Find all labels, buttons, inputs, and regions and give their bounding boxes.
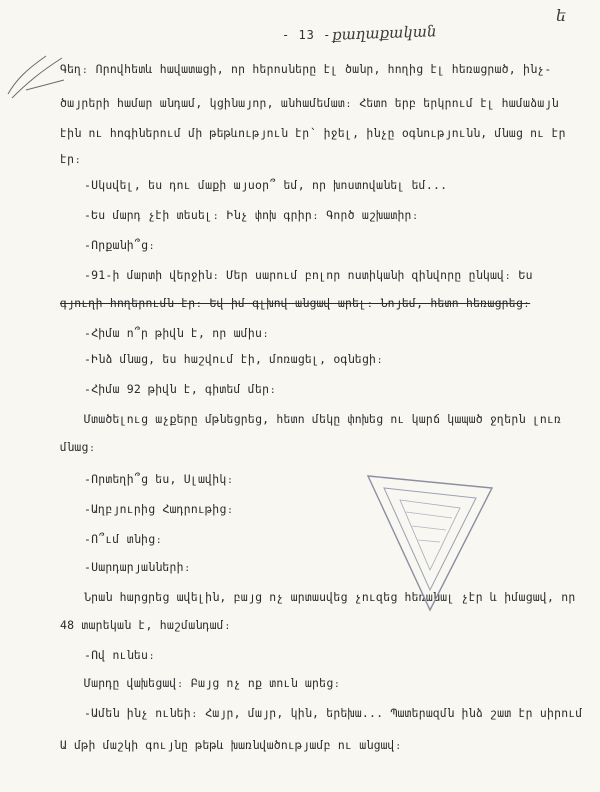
text-line: Նրան հարցրեց ավելին, բայց ոչ արտասվեց չուզեց հեռանալ չէր և իմացավ, որ [84, 590, 576, 604]
margin-scribble [6, 50, 66, 100]
struck-text-line: գյուղի հողերումն էր։ Եվ իմ գլխով անցավ արել։ Նոյեմ, հետո հեռացրեց։ [60, 296, 531, 310]
text-line: Մարդը վախեցավ։ Բայց ոչ ոք տուն արեց։ [84, 676, 341, 690]
dialogue-line: -Ամեն ինչ ունեի։ Հայր, մայր, կին, երեխա... Պատերազմն ինձ շատ էր սիրում [84, 706, 583, 720]
text-line: էր։ [60, 152, 82, 166]
dialogue-line: -Սարդարյանների։ [84, 560, 191, 574]
triangle-stamp [360, 468, 500, 618]
dialogue-line: -Ով ունես։ [84, 648, 156, 662]
dialogue-line: -Ես մարդ չէի տեսել։ Ինչ փոխ գրիր։ Գործ աշխատիր։ [84, 208, 419, 222]
text-line: ծայրերի համար անդամ, կցինայոր, անհամեմատ։ Հետո երբ երկրում էլ համաձայն [60, 96, 559, 110]
page-number: - 13 - [282, 28, 332, 42]
dialogue-line: -Որտեղի՞ց ես, Սլավիկ։ [84, 472, 234, 486]
text-line: Ա մթի մաշկի գույնը թեթև խառնվածությամբ ու անցավ։ [60, 738, 402, 752]
handwritten-annotation-top: քաղաքական [331, 22, 437, 44]
dialogue-line: -Ո՞ւմ տնից։ [84, 532, 163, 546]
dialogue-line: -91-ի մարտի վերջին։ Մեր սարում բոլոր ոստիկանի զինվորը ընկավ։ Ես [84, 268, 533, 282]
text-line: էին ու հոգիներում մի թեթևություն էր՝ իջել, ինչը օգնությունն, մնաց ու էր [60, 126, 566, 140]
dialogue-line: -Ինձ մնաց, ես հաշվում էի, մոռացել, օգնեցի։ [84, 352, 384, 366]
dialogue-line: -Աղբյուրից Հադրութից։ [84, 502, 234, 516]
dialogue-line: -Սկսվել, ես դու մաքի այսօր՞ եմ, որ խոստովանել եմ... [84, 178, 448, 192]
text-line: մնաց։ [60, 440, 96, 454]
handwritten-corner-mark: ե [556, 6, 567, 25]
dialogue-line: -Հիմա ո՞ր թիվն է, որ ամիս։ [84, 326, 270, 340]
text-line: Գեղ։ Որովհետև հավատացի, որ հերոսները էլ ծանր, հողից էլ հեռացրած, ինչ- [60, 62, 552, 76]
dialogue-line: -Որքանի՞ց։ [84, 238, 156, 252]
text-line: 48 տարեկան է, հաշմանդամ։ [60, 618, 231, 632]
dialogue-line: -Հիմա 92 թիվն է, գիտեմ մեր։ [84, 382, 277, 396]
text-line: Մտածելուց աչքերը մթնեցրեց, հետո մեկը փոխեց ու կարճ կապած ջղերն լուռ [84, 412, 562, 426]
